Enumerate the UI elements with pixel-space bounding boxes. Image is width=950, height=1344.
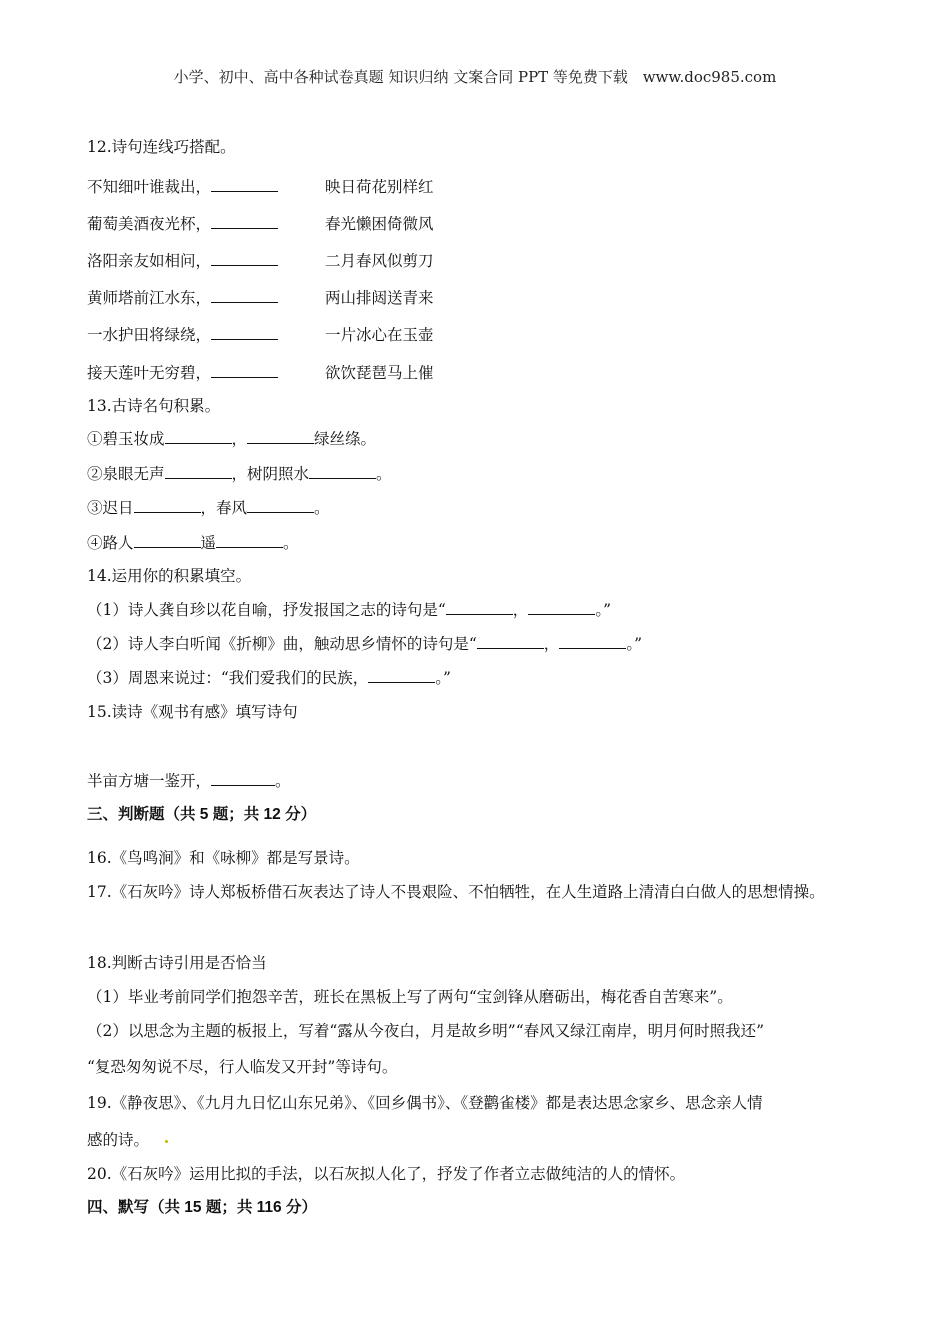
section-4-heading: 四、默写（共 15 题；共 116 分）: [87, 1199, 317, 1216]
answer-blank[interactable]: [211, 325, 278, 340]
match-row: [87, 323, 487, 343]
question-17: 17.《石灰吟》诗人郑板桥借石灰表达了诗人不畏艰险、不怕牺牲，在人生道路上清清白白做人的思想情操。: [87, 883, 825, 901]
answer-blank[interactable]: [211, 363, 278, 378]
answer-blank[interactable]: [368, 668, 435, 683]
question-13-item-2: ②泉眼无声 ，树阴照水 。: [87, 465, 392, 483]
match-row: [87, 175, 487, 195]
page-header: [0, 66, 950, 87]
header-text: 小学、初中、高中各种试卷真题 知识归纳 文案合同 PPT 等免费下载: [173, 68, 628, 86]
question-14-part-2: （2）诗人李白听闻《折柳》曲，触动思乡情怀的诗句是“ ， 。”: [87, 635, 642, 653]
question-19-line-1: 19.《静夜思》、《九月九日忆山东兄弟》、《回乡偶书》、《登鹳雀楼》都是表达思念家乡、思念亲人情: [87, 1094, 763, 1112]
question-12-title: 12.诗句连线巧搭配。: [87, 138, 236, 156]
question-18-part-2-cont: “复恐匆匆说不尽，行人临发又开封”等诗句。: [87, 1058, 398, 1076]
mark-dot-icon: [165, 1140, 168, 1143]
answer-blank[interactable]: [211, 177, 278, 192]
question-14-title: 14.运用你的积累填空。: [87, 567, 252, 585]
answer-blank[interactable]: [309, 464, 376, 479]
answer-blank[interactable]: [247, 429, 314, 444]
answer-blank[interactable]: [165, 464, 232, 479]
answer-blank[interactable]: [559, 634, 626, 649]
section-3-heading: 三、判断题（共 5 题；共 12 分）: [87, 806, 317, 823]
question-13-item-1: ①碧玉妆成 ， 绿丝绦。: [87, 430, 377, 448]
answer-blank[interactable]: [528, 600, 595, 615]
answer-blank[interactable]: [477, 634, 544, 649]
answer-blank[interactable]: [247, 498, 314, 513]
answer-blank[interactable]: [216, 533, 283, 548]
question-15-line: 半亩方塘一鉴开， 。: [87, 772, 291, 790]
match-left: 接天莲叶无穷碧，: [87, 364, 212, 382]
question-13-item-4: ④路人 遥 。: [87, 534, 299, 552]
match-right: 欲饮琵琶马上催: [325, 364, 434, 382]
match-left: 黄师塔前江水东，: [87, 289, 212, 307]
question-13-title: 13.古诗名句积累。: [87, 397, 221, 415]
question-18-part-2: （2）以思念为主题的板报上，写着“露从今夜白，月是故乡明”“春风又绿江南岸，明月何时照我还”: [87, 1022, 765, 1040]
answer-blank[interactable]: [134, 533, 201, 548]
match-row: [87, 249, 487, 269]
header-url[interactable]: www.doc985.com: [642, 68, 777, 86]
match-left: 不知细叶谁裁出，: [87, 178, 212, 196]
answer-blank[interactable]: [211, 214, 278, 229]
match-left: 葡萄美酒夜光杯，: [87, 215, 212, 233]
question-14-part-1: （1）诗人龚自珍以花自喻，抒发报国之志的诗句是“ ， 。”: [87, 601, 611, 619]
answer-blank[interactable]: [211, 251, 278, 266]
question-18-part-1: （1）毕业考前同学们抱怨辛苦，班长在黑板上写了两句“宝剑锋从磨砺出，梅花香自苦寒来”。: [87, 988, 733, 1006]
answer-blank[interactable]: [134, 498, 201, 513]
answer-blank[interactable]: [446, 600, 513, 615]
question-13-item-3: ③迟日 ，春风 。: [87, 499, 330, 517]
question-19-line-2: 感的诗。: [87, 1130, 168, 1150]
match-right: 映日荷花别样红: [325, 178, 434, 196]
match-right: 一片冰心在玉壶: [325, 326, 434, 344]
question-20: 20.《石灰吟》运用比拟的手法，以石灰拟人化了，抒发了作者立志做纯洁的人的情怀。: [87, 1165, 686, 1183]
match-left: 洛阳亲友如相问，: [87, 252, 212, 270]
match-row: [87, 361, 487, 381]
question-18-title: 18.判断古诗引用是否恰当: [87, 954, 267, 972]
answer-blank[interactable]: [211, 288, 278, 303]
match-right: 春光懒困倚微风: [325, 215, 434, 233]
question-15-title: 15.读诗《观书有感》填写诗句: [87, 703, 298, 721]
match-right: 二月春风似剪刀: [325, 252, 434, 270]
answer-blank[interactable]: [211, 771, 275, 786]
question-14-part-3: （3）周恩来说过：“我们爱我们的民族， 。”: [87, 669, 451, 687]
match-row: [87, 286, 487, 306]
answer-blank[interactable]: [165, 429, 232, 444]
question-16: 16.《鸟鸣涧》和《咏柳》都是写景诗。: [87, 849, 360, 867]
match-left: 一水护田将绿绕，: [87, 326, 212, 344]
match-right: 两山排闼送青来: [325, 289, 434, 307]
match-row: [87, 212, 487, 232]
